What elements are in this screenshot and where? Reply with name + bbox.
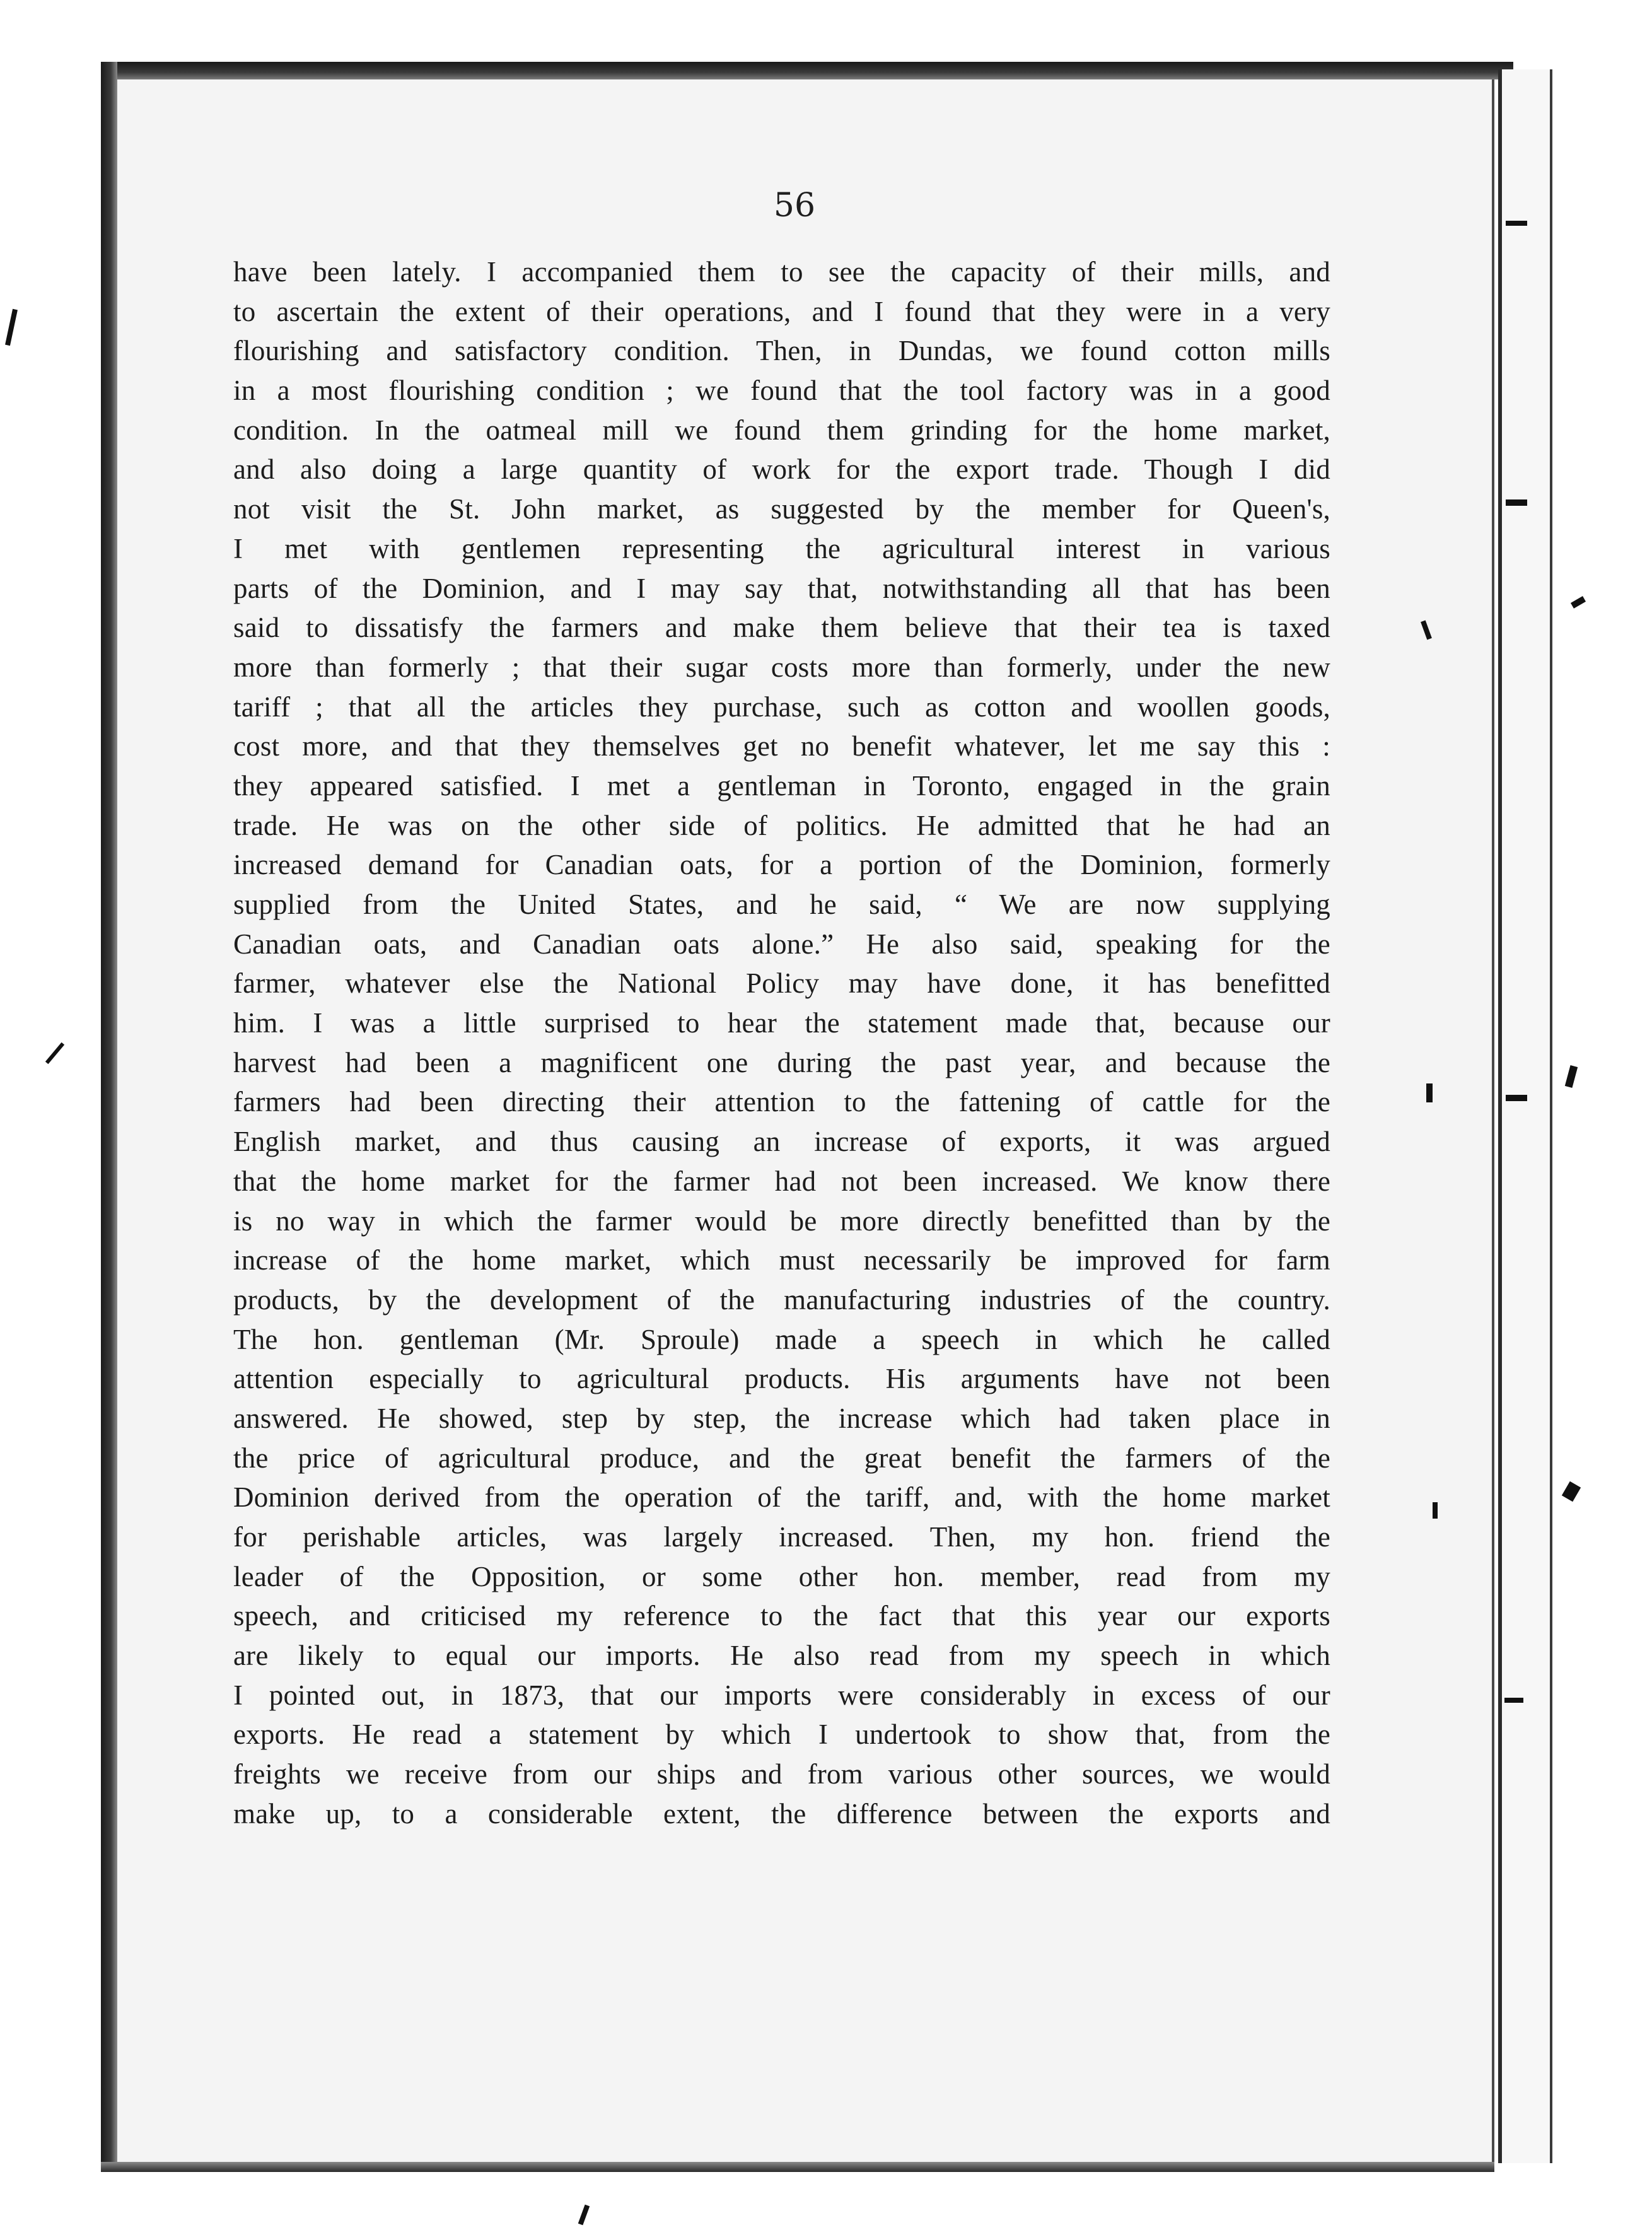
text-line: make up, to a considerable extent, the difference between the exports and (233, 1797, 1330, 1830)
text-line: freights we receive from our ships and from various other sources, we would (233, 1758, 1330, 1790)
scan-mark (45, 1042, 64, 1064)
text-line: the price of agricultural produce, and the great benefit the farmers of the (233, 1442, 1330, 1474)
scan-mark (5, 309, 18, 346)
text-line: for perishable articles, was largely increased. Then, my hon. friend the (233, 1521, 1330, 1553)
text-line: tariff ; that all the articles they purchase, such as cotton and woollen goods, (233, 691, 1330, 723)
text-line: and also doing a large quantity of work for the export trade. Though I did (233, 453, 1330, 486)
scan-mark (1506, 221, 1527, 226)
text-line: cost more, and that they themselves get no benefit whatever, let me say this : (233, 730, 1330, 762)
text-line: said to dissatisfy the farmers and make them believe that their tea is taxed (233, 612, 1330, 644)
text-line: farmers had been directing their attention to the fattening of cattle for the (233, 1086, 1330, 1118)
text-line: leader of the Opposition, or some other hon. member, read from my (233, 1560, 1330, 1592)
scan-mark (1565, 1065, 1578, 1088)
text-line: I pointed out, in 1873, that our imports were considerably in excess of our (233, 1679, 1330, 1711)
scan-border-top (101, 62, 1513, 79)
scan-mark (1562, 1481, 1581, 1502)
text-line: flourishing and satisfactory condition. Then, in Dundas, we found cotton mills (233, 335, 1330, 367)
text-line: The hon. gentleman (Mr. Sproule) made a speech in which he called (233, 1323, 1330, 1355)
text-line: is no way in which the farmer would be more directly benefitted than by the (233, 1205, 1330, 1237)
text-line: in a most flourishing condition ; we found that the tool factory was in a good (233, 375, 1330, 407)
text-line: answered. He showed, step by step, the increase which had taken place in (233, 1402, 1330, 1434)
page-number: 56 (773, 187, 816, 225)
text-line: Dominion derived from the operation of the tariff, and, with the home market (233, 1481, 1330, 1514)
scan-mark (578, 2205, 590, 2226)
text-line: products, by the development of the manufacturing industries of the country. (233, 1283, 1330, 1316)
scan-border-left (101, 62, 117, 2162)
text-line: him. I was a little surprised to hear the statement made that, because our (233, 1007, 1330, 1039)
text-line: increase of the home market, which must necessarily be improved for farm (233, 1244, 1330, 1276)
text-line: English market, and thus causing an increase of exports, it was argued (233, 1126, 1330, 1158)
text-line: that the home market for the farmer had not been increased. We know there (233, 1165, 1330, 1197)
text-line: exports. He read a statement by which I undertook to show that, from the (233, 1719, 1330, 1751)
text-line: more than formerly ; that their sugar costs more than formerly, under the new (233, 651, 1330, 683)
text-line: harvest had been a magnificent one during the past year, and because the (233, 1046, 1330, 1078)
scan-mark (1506, 499, 1527, 506)
text-line: to ascertain the extent of their operations, and I found that they were in a very (233, 295, 1330, 327)
body-text (233, 252, 1330, 1834)
text-line: have been lately. I accompanied them to see the capacity of their mills, and (233, 256, 1330, 288)
text-line: Canadian oats, and Canadian oats alone.” He also said, speaking for the (233, 928, 1330, 960)
adjacent-page-edge (1498, 69, 1552, 2163)
scan-mark (1433, 1502, 1438, 1519)
text-line: increased demand for Canadian oats, for a portion of the Dominion, formerly (233, 849, 1330, 881)
text-line: farmer, whatever else the National Policy may have done, it has benefitted (233, 967, 1330, 1000)
scan-mark (1426, 1083, 1433, 1102)
text-line: not visit the St. John market, as suggested by the member for Queen's, (233, 493, 1330, 525)
scan-mark (1506, 1095, 1527, 1101)
text-line: condition. In the oatmeal mill we found them grinding for the home market, (233, 414, 1330, 446)
scan-mark (1504, 1698, 1523, 1703)
text-line: are likely to equal our imports. He also read from my speech in which (233, 1640, 1330, 1672)
text-line: parts of the Dominion, and I may say that, notwithstanding all that has been (233, 572, 1330, 604)
scan-mark (1571, 596, 1586, 609)
text-line: attention especially to agricultural products. His arguments have not been (233, 1363, 1330, 1395)
text-line: trade. He was on the other side of politics. He admitted that he had an (233, 809, 1330, 841)
text-line: speech, and criticised my reference to the fact that this year our exports (233, 1600, 1330, 1632)
text-line: I met with gentlemen representing the agricultural interest in various (233, 532, 1330, 564)
text-line: they appeared satisfied. I met a gentleman in Toronto, engaged in the grain (233, 769, 1330, 802)
scan-border-bottom (101, 2162, 1494, 2172)
text-line: supplied from the United States, and he said, “ We are now supplying (233, 889, 1330, 920)
